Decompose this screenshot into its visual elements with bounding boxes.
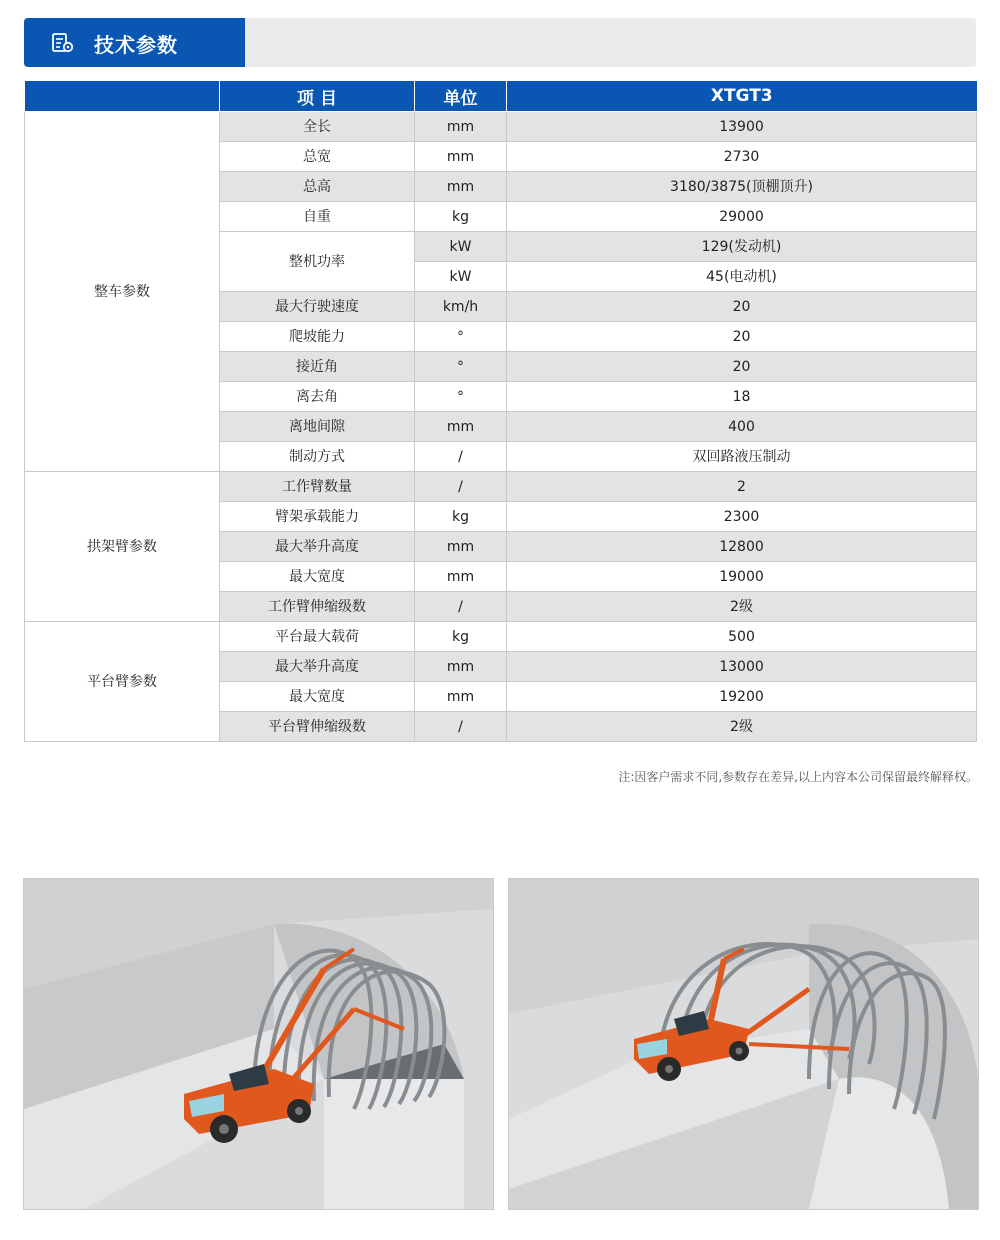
item-cell: 平台臂伸缩级数: [220, 712, 415, 742]
value-cell: 400: [507, 412, 977, 442]
unit-cell: kg: [415, 622, 507, 652]
value-cell: 2: [507, 472, 977, 502]
item-cell: 总高: [220, 172, 415, 202]
value-cell: 3180/3875(顶棚顶升): [507, 172, 977, 202]
value-cell: 2级: [507, 592, 977, 622]
item-cell: 离地间隙: [220, 412, 415, 442]
item-cell: 总宽: [220, 142, 415, 172]
item-cell: 工作臂数量: [220, 472, 415, 502]
item-cell: 工作臂伸缩级数: [220, 592, 415, 622]
value-cell: 129(发动机): [507, 232, 977, 262]
value-cell: 20: [507, 352, 977, 382]
value-cell: 20: [507, 322, 977, 352]
header-model: XTGT3: [507, 81, 977, 112]
unit-cell: km/h: [415, 292, 507, 322]
table-row: [25, 112, 977, 142]
unit-cell: mm: [415, 562, 507, 592]
table-header-row: [25, 81, 977, 112]
value-cell: 19000: [507, 562, 977, 592]
value-cell: 500: [507, 622, 977, 652]
unit-cell: °: [415, 382, 507, 412]
item-cell: 接近角: [220, 352, 415, 382]
item-cell: 最大行驶速度: [220, 292, 415, 322]
value-cell: 45(电动机): [507, 262, 977, 292]
spec-table: [24, 81, 977, 742]
item-cell: 离去角: [220, 382, 415, 412]
unit-cell: mm: [415, 412, 507, 442]
unit-cell: /: [415, 442, 507, 472]
tunnel-illustration-right: [508, 878, 979, 1210]
footnote: 注:因客户需求不同,参数存在差异,以上内容本公司保留最终解释权。: [618, 770, 978, 784]
value-cell: 双回路液压制动: [507, 442, 977, 472]
unit-cell: mm: [415, 682, 507, 712]
header-unit: 单位: [415, 81, 507, 112]
value-cell: 2730: [507, 142, 977, 172]
unit-cell: mm: [415, 532, 507, 562]
header-blank: [25, 81, 220, 112]
header-item: 项 目: [220, 81, 415, 112]
item-cell: 整机功率: [220, 232, 415, 292]
group-label: 整车参数: [25, 112, 220, 472]
unit-cell: mm: [415, 652, 507, 682]
value-cell: 19200: [507, 682, 977, 712]
unit-cell: mm: [415, 142, 507, 172]
item-cell: 制动方式: [220, 442, 415, 472]
group-label: 平台臂参数: [25, 622, 220, 742]
item-cell: 最大宽度: [220, 562, 415, 592]
unit-cell: mm: [415, 172, 507, 202]
value-cell: 20: [507, 292, 977, 322]
unit-cell: kW: [415, 232, 507, 262]
unit-cell: /: [415, 712, 507, 742]
unit-cell: /: [415, 472, 507, 502]
unit-cell: kW: [415, 262, 507, 292]
value-cell: 13000: [507, 652, 977, 682]
item-cell: 自重: [220, 202, 415, 232]
unit-cell: /: [415, 592, 507, 622]
unit-cell: kg: [415, 502, 507, 532]
table-row: [25, 622, 977, 652]
item-cell: 平台最大载荷: [220, 622, 415, 652]
group-label: 拱架臂参数: [25, 472, 220, 622]
item-cell: 最大举升高度: [220, 652, 415, 682]
section-header: [24, 18, 976, 67]
item-cell: 最大宽度: [220, 682, 415, 712]
tunnel-illustration-left: [23, 878, 494, 1210]
item-cell: 全长: [220, 112, 415, 142]
section-header-tab: [24, 18, 245, 67]
value-cell: 18: [507, 382, 977, 412]
item-cell: 爬坡能力: [220, 322, 415, 352]
item-cell: 臂架承载能力: [220, 502, 415, 532]
page-title: 技术参数: [94, 33, 178, 57]
value-cell: 29000: [507, 202, 977, 232]
unit-cell: °: [415, 352, 507, 382]
value-cell: 2300: [507, 502, 977, 532]
item-cell: 最大举升高度: [220, 532, 415, 562]
table-row: [25, 472, 977, 502]
value-cell: 12800: [507, 532, 977, 562]
unit-cell: kg: [415, 202, 507, 232]
unit-cell: °: [415, 322, 507, 352]
document-gear-icon: [52, 33, 74, 53]
value-cell: 2级: [507, 712, 977, 742]
value-cell: 13900: [507, 112, 977, 142]
unit-cell: mm: [415, 112, 507, 142]
